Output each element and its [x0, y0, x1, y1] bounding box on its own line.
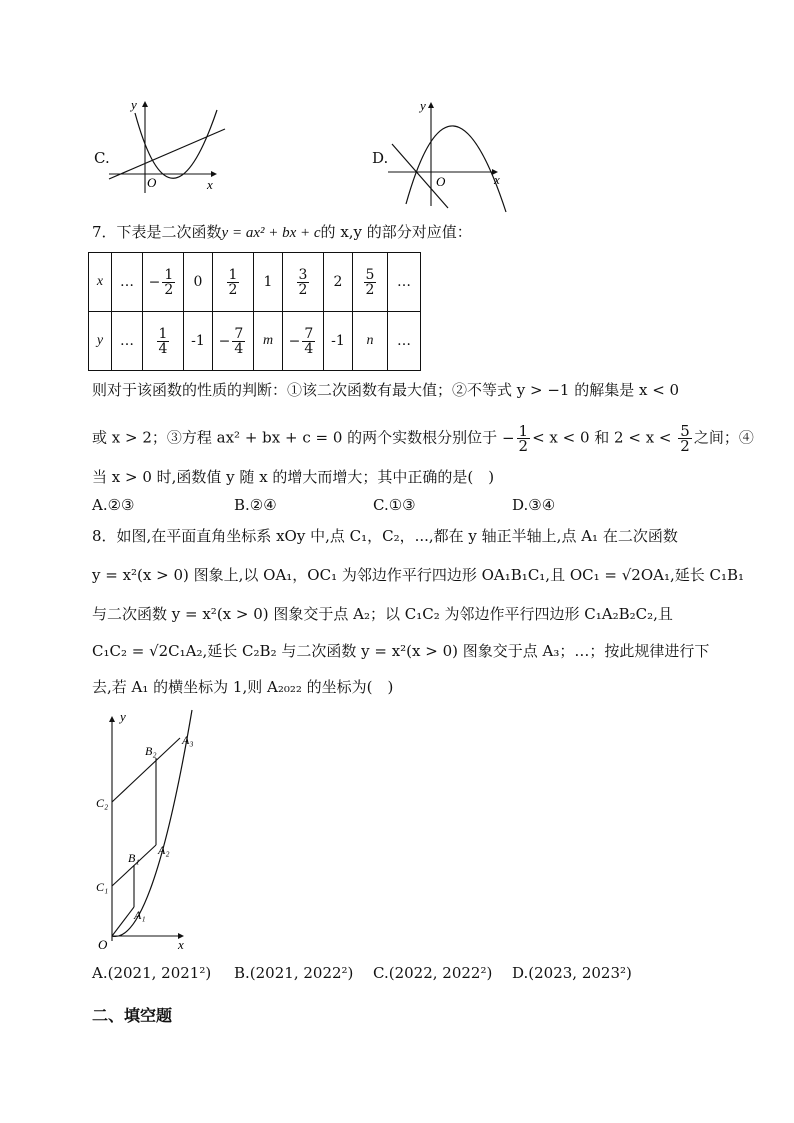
q7-option-d[interactable]: D.③④	[512, 496, 556, 514]
graph-d	[384, 96, 509, 214]
q7-judge-line-2: 或 x > 2；③方程 ax² + bx + c = 0 的两个实数根分别位于 − $\frac{1}{2}$ < x < 0 和 2 < x < $\frac{5}{2}$ 之间；④	[92, 422, 754, 455]
q8-segment-oa1	[112, 907, 134, 936]
q7-cell-x: …	[112, 253, 143, 312]
q7-row-x-label: x	[89, 253, 112, 312]
graph-d-y-label: y	[420, 98, 426, 113]
q8-line-5: 去,若 A₁ 的横坐标为 1,则 A₂₀₂₂ 的坐标为( )	[92, 678, 394, 696]
q7-option-b[interactable]: B.②④	[234, 496, 277, 514]
q7-cell-y: − $\frac{7}{4}$	[213, 312, 254, 371]
q7-option-a[interactable]: A.②③	[92, 496, 135, 514]
graph-c-label: C.	[94, 149, 110, 167]
graph-c-y-arrow	[142, 101, 148, 107]
q7-cell-y: …	[112, 312, 143, 371]
q7-cell-x: 2	[324, 253, 353, 312]
q7-cell-x: $\frac{1}{2}$	[213, 253, 254, 312]
q8-label-c2: C₂	[96, 796, 109, 810]
q7-cell-y: -1	[324, 312, 353, 371]
q7-cell-y: m	[254, 312, 283, 371]
q8-label-b1: B₁	[128, 851, 140, 865]
q8-line-1: 8．如图,在平面直角坐标系 xOy 中,点 C₁，C₂，...,都在 y 轴正半轴上,点 A₁ 在二次函数	[92, 527, 678, 545]
q7-row-y	[89, 312, 421, 371]
q8-y-arrow	[109, 716, 115, 722]
graph-d-origin: O	[436, 174, 446, 189]
q8-option-b[interactable]: B.(2021, 2022²)	[234, 964, 354, 982]
q7-value-table	[88, 252, 421, 371]
q8-option-a[interactable]: A.(2021, 2021²)	[92, 964, 212, 982]
q7-stem: 7．下表是二次函数y = ax² + bx + c的 x,y 的部分对应值：	[92, 223, 472, 241]
q7-cell-y: − $\frac{7}{4}$	[283, 312, 324, 371]
graph-c-parabola	[135, 110, 217, 178]
q7-cell-x: $\frac{5}{2}$	[353, 253, 388, 312]
q7-cell-x: $\frac{3}{2}$	[283, 253, 324, 312]
graph-c	[105, 95, 230, 195]
q7-row-y-label: y	[89, 312, 112, 371]
q7-row-x	[89, 253, 421, 312]
q7-option-c[interactable]: C.①③	[373, 496, 416, 514]
graph-d-y-arrow	[428, 102, 434, 108]
q7-cell-x: …	[388, 253, 421, 312]
graph-d-parabola	[406, 126, 506, 212]
q7-cell-y: $\frac{1}{4}$	[143, 312, 184, 371]
graph-c-line	[109, 129, 225, 179]
section-heading: 二、填空题	[92, 1006, 173, 1025]
q8-option-d[interactable]: D.(2023, 2023²)	[512, 964, 632, 982]
graph-d-x-label: x	[494, 172, 500, 187]
q8-option-c[interactable]: C.(2022, 2022²)	[373, 964, 493, 982]
graph-d-label: D.	[372, 149, 389, 167]
q7-cell-y: n	[353, 312, 388, 371]
q8-y-label: y	[120, 709, 126, 724]
q7-judge-line-1: 则对于该函数的性质的判断：①该二次函数有最大值；②不等式 y > −1 的解集是 x < 0	[92, 381, 680, 399]
q7-cell-x: − $\frac{1}{2}$	[143, 253, 184, 312]
q7-cell-x: 0	[184, 253, 213, 312]
q8-label-b2: B₂	[145, 744, 157, 758]
q8-x-label: x	[178, 937, 184, 952]
q7-judge-line-3: 当 x > 0 时,函数值 y 随 x 的增大而增大；其中正确的是( )	[92, 468, 495, 486]
q8-line-3: 与二次函数 y = x²(x > 0) 图象交于点 A₂；以 C₁C₂ 为邻边作平行四边形 C₁A₂B₂C₂,且	[92, 605, 673, 623]
q8-figure	[90, 705, 210, 955]
q8-origin: O	[98, 937, 108, 952]
q8-line-2: y = x²(x > 0) 图象上,以 OA₁，OC₁ 为邻边作平行四边形 OA₁B₁C₁,且 OC₁ = √2OA₁,延长 C₁B₁	[92, 566, 745, 584]
q8-line-4: C₁C₂ = √2C₁A₂,延长 C₂B₂ 与二次函数 y = x²(x > 0) 图象交于点 A₃；…；按此规律进行下	[92, 642, 710, 660]
q7-cell-y: -1	[184, 312, 213, 371]
q7-cell-y: …	[388, 312, 421, 371]
q8-label-a3: A₃	[182, 733, 194, 747]
q8-label-a2: A₂	[158, 843, 170, 857]
q7-cell-x: 1	[254, 253, 283, 312]
q8-label-a1: A₁	[134, 908, 146, 922]
q8-label-c1: C₁	[96, 880, 109, 894]
graph-c-origin: O	[147, 175, 157, 190]
graph-c-x-label: x	[207, 177, 213, 192]
graph-c-y-label: y	[131, 97, 137, 112]
